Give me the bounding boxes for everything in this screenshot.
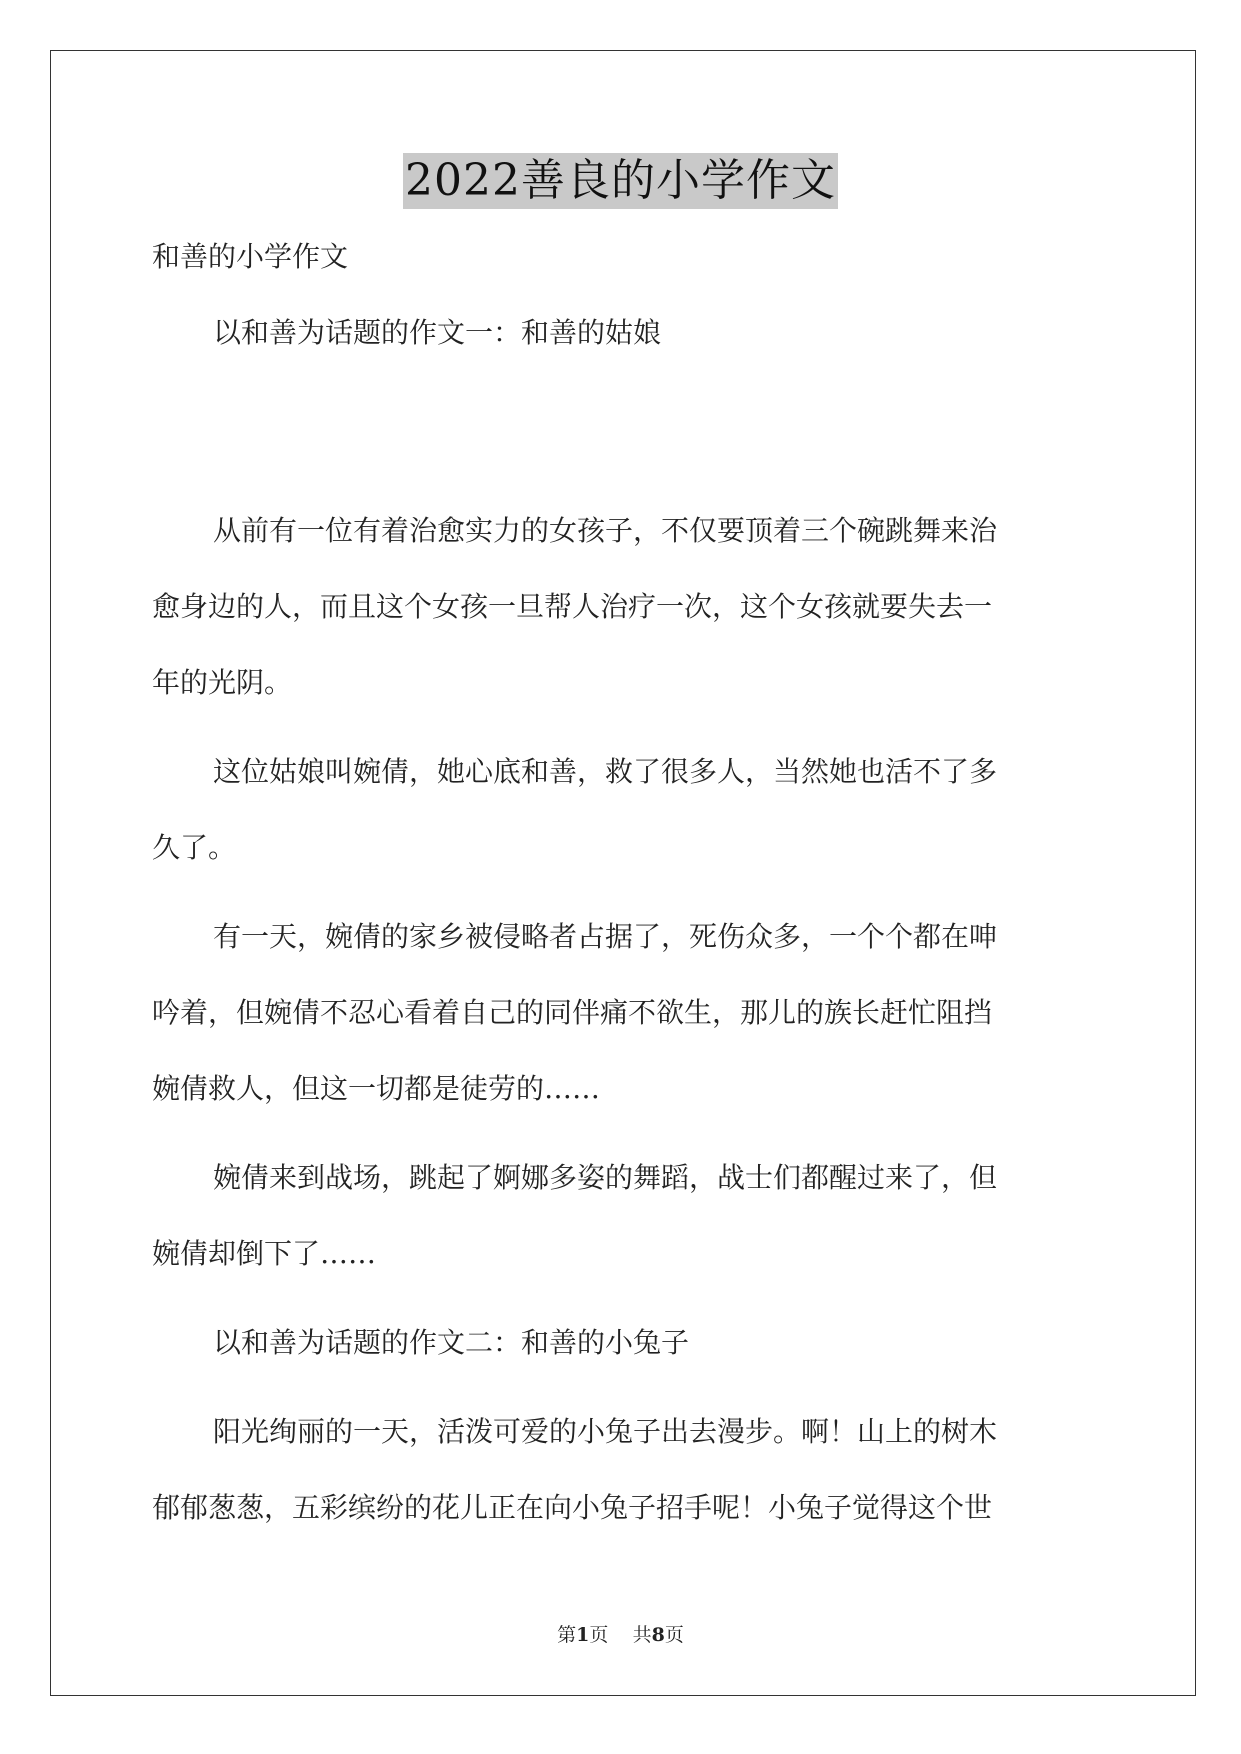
paragraph-line: 婉倩来到战场，跳起了婀娜多姿的舞蹈，战士们都醒过来了，但 <box>213 1161 998 1194</box>
paragraph-line: 从前有一位有着治愈实力的女孩子，不仅要顶着三个碗跳舞来治 <box>213 514 998 547</box>
paragraph-line: 婉倩却倒下了…… <box>152 1237 377 1270</box>
page-footer <box>0 1620 1241 1647</box>
paragraph-line: 阳光绚丽的一天，活泼可爱的小兔子出去漫步。啊！山上的树木 <box>213 1415 998 1448</box>
paragraph-line: 以和善为话题的作文二：和善的小兔子 <box>213 1326 690 1359</box>
paragraph-line: 年的光阴。 <box>152 666 293 699</box>
total-prefix: 共 <box>632 1624 652 1646</box>
paragraph-line: 以和善为话题的作文一：和善的姑娘 <box>213 316 662 349</box>
title-container <box>0 153 1241 209</box>
total-pages: 8 <box>651 1624 665 1646</box>
paragraph-line: 有一天，婉倩的家乡被侵略者占据了，死伤众多，一个个都在呻 <box>213 920 998 953</box>
document-title: 2022善良的小学作文 <box>403 153 838 209</box>
subtitle-line: 和善的小学作文 <box>152 240 349 273</box>
paragraph-line: 郁郁葱葱，五彩缤纷的花儿正在向小兔子招手呢！小兔子觉得这个世 <box>152 1491 993 1524</box>
page-border <box>50 50 1196 1696</box>
paragraph-line: 吟着，但婉倩不忍心看着自己的同伴痛不欲生，那儿的族长赶忙阻挡 <box>152 996 993 1029</box>
total-suffix: 页 <box>664 1624 684 1646</box>
page-suffix: 页 <box>589 1624 609 1646</box>
paragraph-line: 这位姑娘叫婉倩，她心底和善，救了很多人，当然她也活不了多 <box>213 755 998 788</box>
paragraph-line: 久了。 <box>152 831 237 864</box>
page-number: 1 <box>576 1624 590 1646</box>
paragraph-line: 婉倩救人，但这一切都是徒劳的…… <box>152 1072 601 1105</box>
page-prefix: 第 <box>557 1624 577 1646</box>
paragraph-line: 愈身边的人，而且这个女孩一旦帮人治疗一次，这个女孩就要失去一 <box>152 590 993 623</box>
